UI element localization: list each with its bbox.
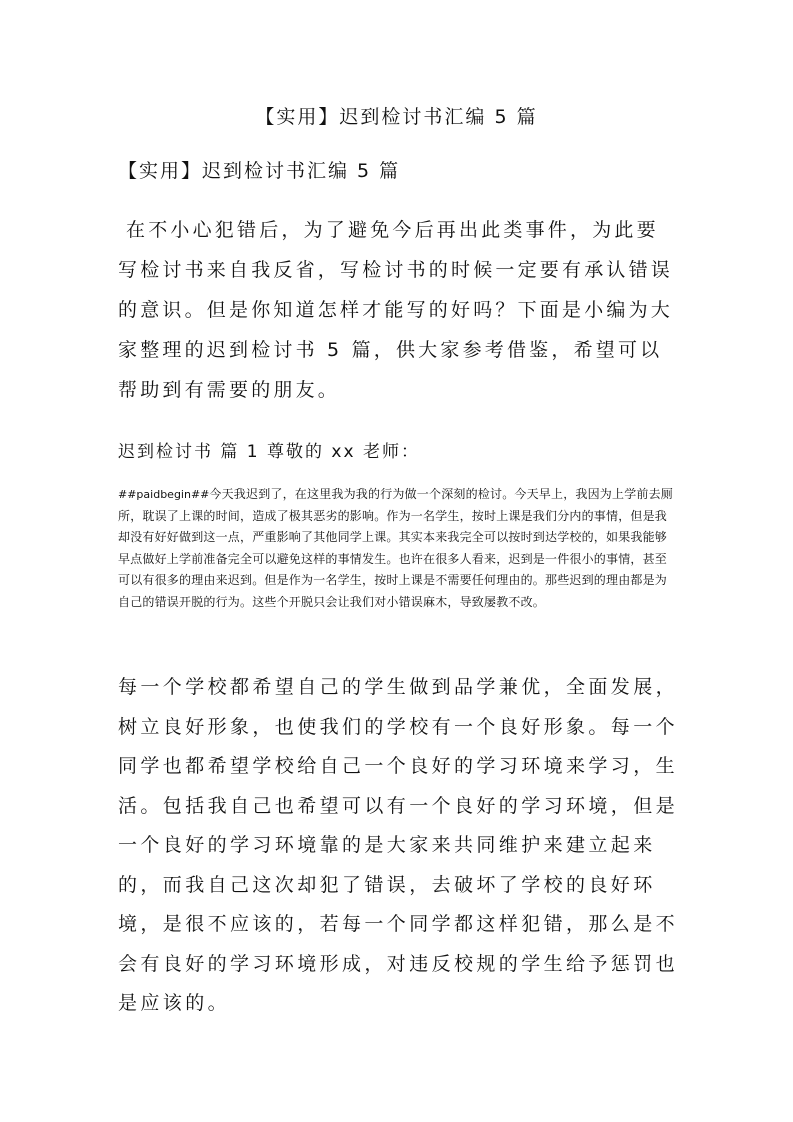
letter-paragraph-1-text: 今天我迟到了，在这里我为我的行为做一个深刻的检讨。今天早上，我因为上学前去厕所，耽误了上课的时间，造成了极其恶劣的影响。作为一名学生，按时上课是我们分内的事情，但是我却没有好好做到这一点，严重影响了其他同学上课。其实本来我完全可以按时到达学校的，如果我能够早点做好上学前准备完全可以避免这样的事情发生。也许在很多人看来，迟到是一件很小的事情，甚至可以有很多的理由来迟到。但是作为一名学生，按时上课是不需要任何理由的。那些迟到的理由都是为自己的错误开脱的行为。这些个开脱只会让我们对小错误麻木，导致屡教不改。 [118, 487, 673, 609]
document-title: 【实用】迟到检讨书汇编 5 篇 [255, 106, 538, 128]
letter-paragraph-2: 每一个学校都希望自己的学生做到品学兼优，全面发展，树立良好形象，也使我们的学校有一个良好形象。每一个同学也都希望学校给自己一个良好的学习环境来学习，生活。包括我自己也希望可以有一个良好的学习环境，但是一个良好的学习环境靠的是大家来共同维护来建立起来的，而我自己这次却犯了错误，去破坏了学校的良好环境，是很不应该的，若每一个同学都这样犯错，那么是不会有良好的学习环境形成，对违反校规的学生给予惩罚也是应该的。 [118, 676, 679, 1014]
letter-paragraph-1 [118, 484, 678, 614]
intro-paragraph: 在不小心犯错后，为了避免今后再出此类事件，为此要写检讨书来自我反省，写检讨书的时候一定要有承认错误的意识。但是你知道怎样才能写的好吗？下面是小编为大家整理的迟到检讨书 5 篇，供大家参考借鉴，希望可以帮助到有需要的朋友。 [118, 219, 674, 401]
paid-marker: ##paidbegin## [118, 488, 210, 501]
letter-heading: 迟到检讨书 篇 1 尊敬的 xx 老师： [118, 442, 420, 462]
section-heading: 【实用】迟到检讨书汇编 5 篇 [118, 160, 401, 182]
